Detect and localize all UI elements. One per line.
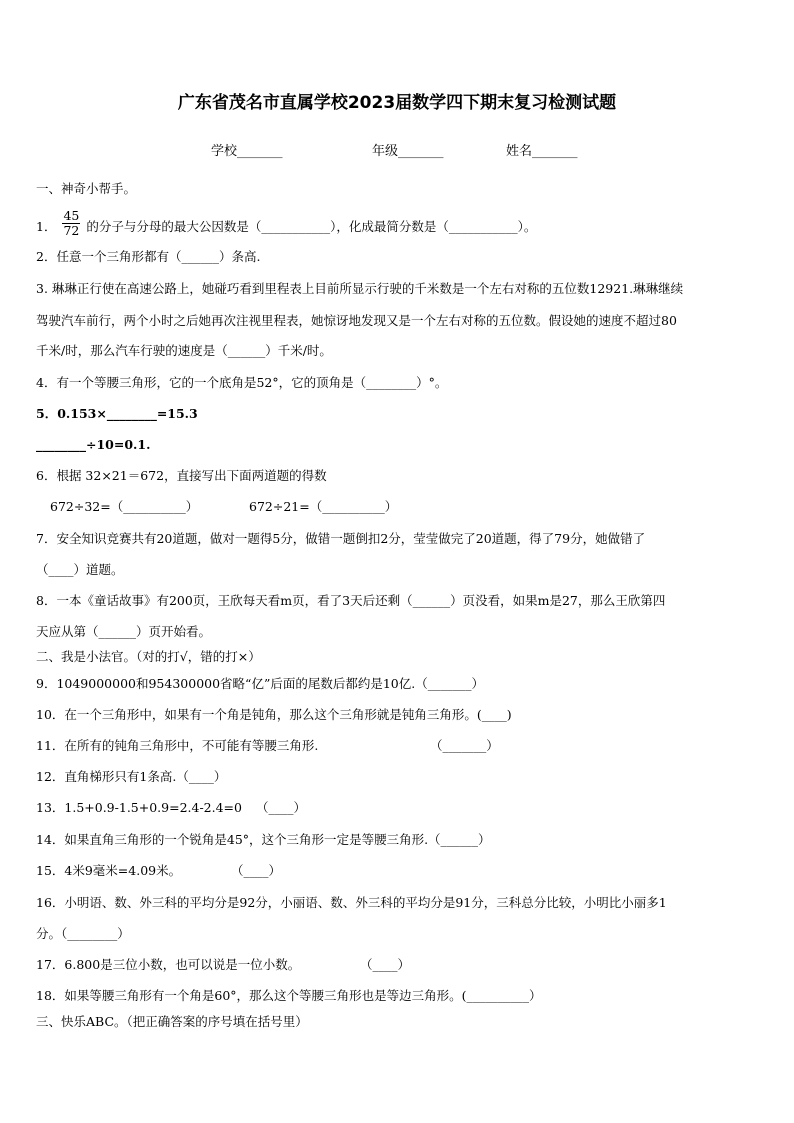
question-18: 18．如果等腰三角形有一个角是60°，那么这个等腰三角形也是等边三角形。(__________） — [36, 988, 542, 1003]
question-8-line-2: 天应从第（______）页开始看。 — [36, 624, 212, 639]
question-9: 9．1049000000和954300000省略“亿”后面的尾数后都约是10亿.（_______） — [36, 676, 484, 691]
question-3-line-2: 驾驶汽车前行，两个小时之后她再次注视里程表，她惊讶地发现又是一个左右对称的五位数。假设她的速度不超过80 — [36, 313, 677, 328]
question-text: 的分子与分母的最大公因数是（___________），化成最简分数是（___________）。 — [86, 219, 537, 234]
question-2: 2．任意一个三角形都有（______）条高. — [36, 249, 261, 264]
question-6-part-b: 672÷21=（__________） — [249, 499, 398, 514]
question-13: 13．1.5+0.9-1.5+0.9=2.4-2.4=0 — [36, 800, 242, 815]
school-label: 学校_______ — [211, 144, 283, 159]
question-17: 17．6.800是三位小数，也可以说是一位小数。 — [36, 957, 301, 972]
question-number: 1． — [36, 219, 57, 234]
fraction-denominator: 72 — [63, 223, 80, 238]
question-7-line-1: 7．安全知识竞赛共有20道题，做对一题得5分，做错一题倒扣2分，莹莹做完了20道题，得了79分，她做错了 — [36, 531, 646, 546]
fraction-numerator: 45 — [63, 208, 80, 223]
name-label: 姓名_______ — [506, 144, 578, 159]
question-6-line-1: 6．根据 32×21＝672，直接写出下面两道题的得数 — [36, 468, 327, 483]
question-5-line-1: 5．0.153×________=15.3 — [36, 406, 198, 421]
question-11-blank: （_______） — [430, 738, 499, 753]
question-10: 10．在一个三角形中，如果有一个角是钝角，那么这个三角形就是钝角三角形。(____) — [36, 707, 512, 722]
section-heading-2: 二、我是小法官。（对的打√，错的打×） — [36, 649, 261, 664]
question-11: 11．在所有的钝角三角形中，不可能有等腰三角形. — [36, 738, 319, 753]
question-13-blank: （____） — [256, 800, 307, 815]
question-8-line-1: 8．一本《童话故事》有200页，王欣每天看m页，看了3天后还剩（______）页没看，如果m是27，那么王欣第四 — [36, 593, 666, 608]
question-4: 4．有一个等腰三角形，它的一个底角是52°，它的顶角是（________）°。 — [36, 375, 448, 390]
question-16-line-1: 16．小明语、数、外三科的平均分是92分，小丽语、数、外三科的平均分是91分，三科总分比较，小明比小丽多1 — [36, 895, 667, 910]
question-3-line-3: 千米/时，那么汽车行驶的速度是（______）千米/时。 — [36, 343, 332, 358]
question-6-part-a: 672÷32=（__________） — [50, 499, 199, 514]
question-12: 12．直角梯形只有1条高.（____） — [36, 769, 227, 784]
question-1 — [36, 208, 537, 242]
question-15-blank: （____） — [231, 863, 282, 878]
question-5-line-2: ________÷10=0.1. — [36, 437, 151, 452]
question-14: 14．如果直角三角形的一个锐角是45°，这个三角形一定是等腰三角形.（______） — [36, 832, 491, 847]
question-16-line-2: 分。（________） — [36, 926, 130, 941]
section-heading-3: 三、快乐ABC。（把正确答案的序号填在括号里） — [36, 1014, 308, 1029]
fraction — [62, 209, 80, 238]
question-17-blank: （____） — [360, 957, 411, 972]
section-heading-1: 一、神奇小帮手。 — [36, 181, 137, 196]
question-15: 15．4米9毫米=4.09米。 — [36, 863, 182, 878]
grade-label: 年级_______ — [372, 144, 444, 159]
question-7-line-2: （____）道题。 — [36, 562, 124, 577]
question-3-line-1: 3. 琳琳正行使在高速公路上，她碰巧看到里程表上目前所显示行驶的千米数是一个左右对称的五位数12921.琳琳继续 — [36, 281, 684, 296]
page-title: 广东省茂名市直属学校2023届数学四下期末复习检测试题 — [177, 93, 617, 113]
